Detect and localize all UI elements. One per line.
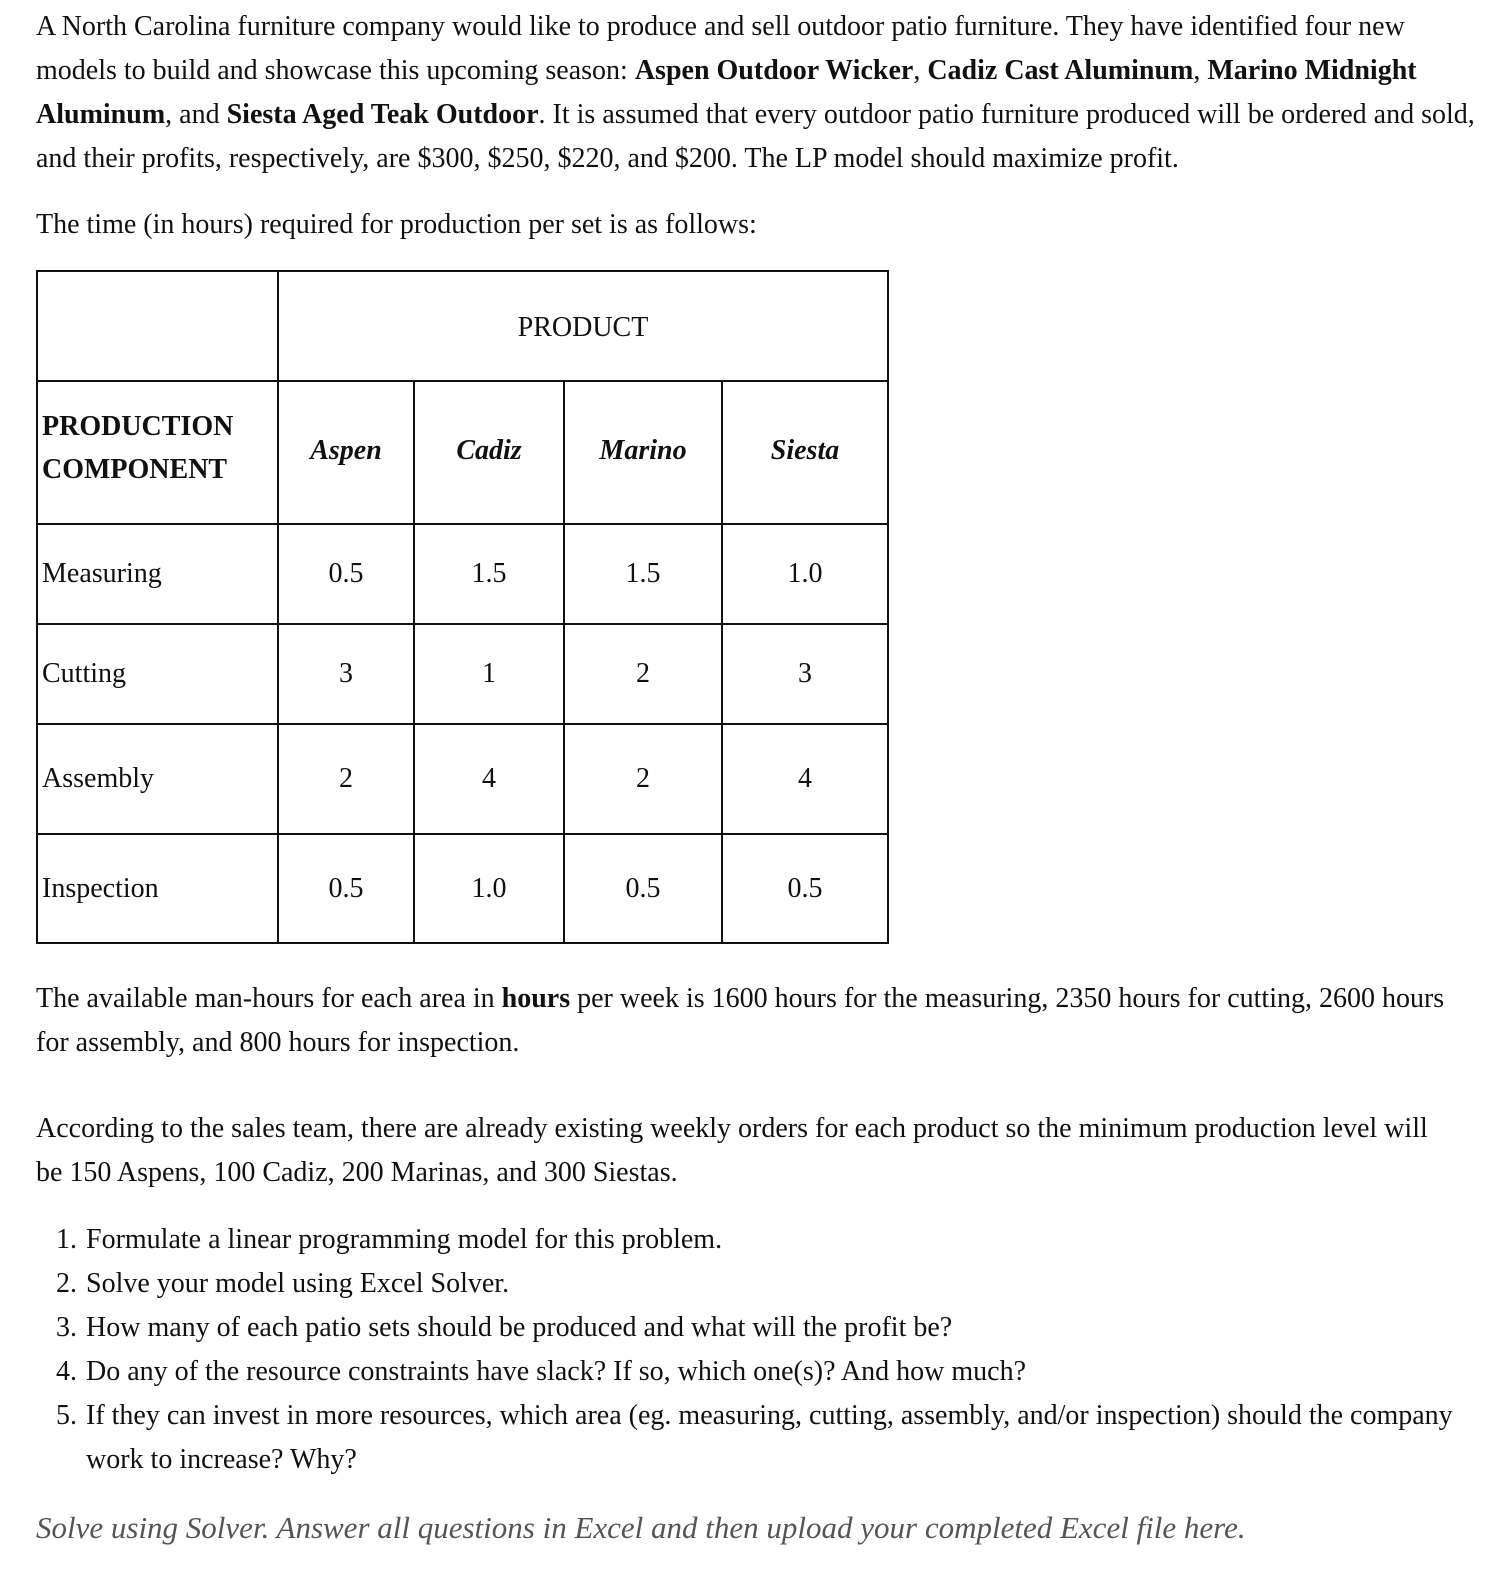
table-cell: 2: [278, 724, 414, 834]
submission-instructions: Solve using Solver. Answer all questions in Excel and then upload your completed Excel file here.: [36, 1510, 1246, 1545]
table-row-cutting: [37, 624, 888, 724]
column-header-marino: Marino: [564, 381, 722, 524]
intro-sep-2: ,: [1193, 55, 1208, 86]
component-header: [37, 381, 278, 524]
table-header-row: [37, 271, 888, 381]
product-header: PRODUCT: [278, 271, 888, 381]
table-cell: 0.5: [278, 524, 414, 624]
list-item: 3. How many of each patio sets should be produced and what will the profit be?: [84, 1306, 1464, 1350]
table-cell: 3: [722, 624, 888, 724]
table-intro: The time (in hours) required for production per set is as follows:: [36, 209, 757, 240]
table-cell: 1.0: [722, 524, 888, 624]
list-item: 2. Solve your model using Excel Solver.: [84, 1262, 1464, 1306]
empty-corner-cell: [37, 271, 278, 381]
model-cadiz: Cadiz Cast Aluminum: [927, 55, 1194, 86]
list-item: 1. Formulate a linear programming model for this problem.: [84, 1218, 1464, 1262]
table-cell: 4: [414, 724, 564, 834]
table-cell: 2: [564, 724, 722, 834]
row-label: Assembly: [37, 724, 278, 834]
list-item: 5. If they can invest in more resources, which area (eg. measuring, cutting, assembly, and/or inspection) should the company work to increase? Why?: [84, 1394, 1464, 1482]
column-header-cadiz: Cadiz: [414, 381, 564, 524]
availability-bold: hours: [501, 983, 571, 1014]
table-column-header-row: [37, 381, 888, 524]
row-label: Inspection: [37, 834, 278, 943]
table-cell: 0.5: [564, 834, 722, 943]
intro-sep-3: , and: [165, 99, 227, 130]
column-header-siesta: Siesta: [722, 381, 888, 524]
orders-paragraph: According to the sales team, there are already existing weekly orders for each product so the minimum production level will be 150 Aspens, 100 Cadiz, 200 Marinas, and 300 Siestas.: [36, 1113, 1428, 1188]
table-row-inspection: [37, 834, 888, 943]
table-row-assembly: [37, 724, 888, 834]
component-header-line1: PRODUCTION: [42, 410, 234, 442]
model-marino: Marino Midnight Aluminum: [36, 55, 1417, 130]
row-label: Measuring: [37, 524, 278, 624]
intro-sep-1: ,: [913, 55, 928, 86]
table-row-measuring: [37, 524, 888, 624]
table-cell: 4: [722, 724, 888, 834]
intro-paragraph: [36, 5, 1476, 181]
row-label: Cutting: [37, 624, 278, 724]
production-hours-table: [36, 270, 889, 944]
task-list: [36, 1218, 1464, 1482]
table-cell: 1.0: [414, 834, 564, 943]
table-cell: 0.5: [278, 834, 414, 943]
table-cell: 1.5: [564, 524, 722, 624]
table-cell: 0.5: [722, 834, 888, 943]
model-siesta: Siesta Aged Teak Outdoor: [226, 99, 539, 130]
list-item: 4. Do any of the resource constraints have slack? If so, which one(s)? And how much?: [84, 1350, 1464, 1394]
table-cell: 1: [414, 624, 564, 724]
table-cell: 2: [564, 624, 722, 724]
table-cell: 3: [278, 624, 414, 724]
column-header-aspen: Aspen: [278, 381, 414, 524]
intro-text-2: . It is assumed that every outdoor patio furniture produced will be ordered and sold, and their profits, respectively, are $300, $250, $220, and $200. The LP model should maximize profit.: [36, 99, 1475, 174]
table-cell: 1.5: [414, 524, 564, 624]
availability-text-2: per week is 1600 hours for the measuring, 2350 hours for cutting, 2600 hours for assembly, and 800 hours for inspection.: [36, 983, 1445, 1058]
component-header-line2: COMPONENT: [42, 453, 228, 485]
model-aspen: Aspen Outdoor Wicker: [634, 55, 914, 86]
intro-text-1: A North Carolina furniture company would like to produce and sell outdoor patio furniture. They have identified four new models to build and showcase this upcoming season:: [36, 11, 1405, 86]
availability-paragraph: [36, 977, 1446, 1065]
availability-text-1: The available man-hours for each area in: [36, 983, 502, 1014]
